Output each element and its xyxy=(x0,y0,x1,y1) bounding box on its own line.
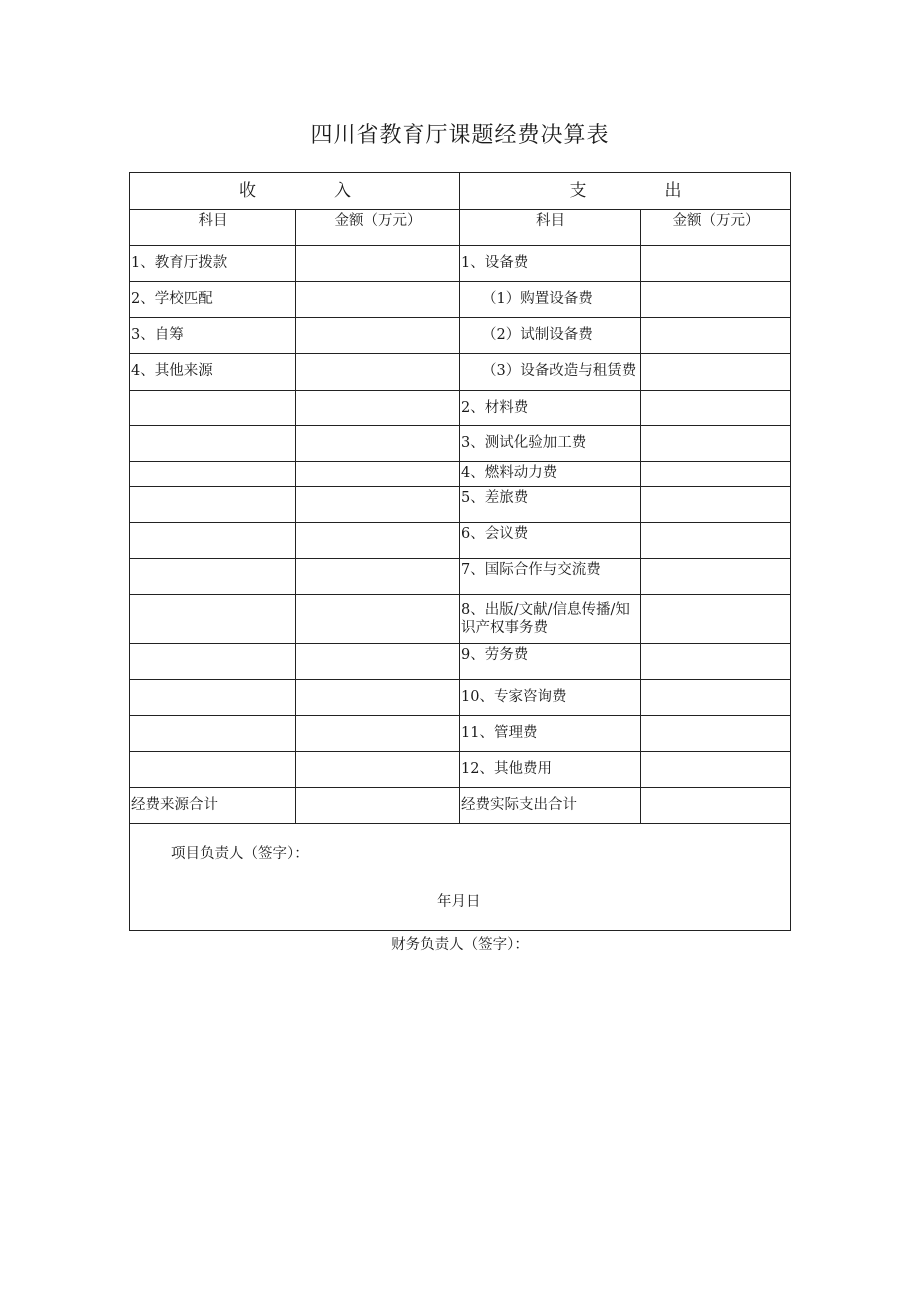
income-amount-cell[interactable] xyxy=(296,391,460,426)
income-item: 1、教育厅拨款 xyxy=(130,246,296,282)
expense-item: 9、劳务费 xyxy=(460,644,641,680)
income-item[interactable] xyxy=(130,716,296,752)
income-amount-cell[interactable] xyxy=(296,462,460,487)
income-amount-cell[interactable] xyxy=(296,716,460,752)
income-amount-cell[interactable] xyxy=(296,523,460,559)
expense-item-header: 科目 xyxy=(460,210,641,246)
income-item[interactable] xyxy=(130,426,296,462)
income-total-label: 经费来源合计 xyxy=(130,788,296,824)
income-item[interactable] xyxy=(130,644,296,680)
expense-item: 4、燃料动力费 xyxy=(460,462,641,487)
income-amount-cell[interactable] xyxy=(296,644,460,680)
signature-date-label: 年月日 xyxy=(437,894,481,910)
expense-item: 6、会议费 xyxy=(460,523,641,559)
column-header-row xyxy=(130,210,791,246)
income-item[interactable] xyxy=(130,391,296,426)
expense-amount-cell[interactable] xyxy=(641,595,791,644)
expense-amount-cell[interactable] xyxy=(641,680,791,716)
expense-amount-cell[interactable] xyxy=(641,716,791,752)
expense-item: 1、设备费 xyxy=(460,246,641,282)
expense-amount-cell[interactable] xyxy=(641,462,791,487)
income-amount-header: 金额（万元） xyxy=(296,210,460,246)
table-row xyxy=(130,246,791,282)
income-item[interactable] xyxy=(130,462,296,487)
income-item: 4、其他来源 xyxy=(130,354,296,391)
expense-header-char-1: 支 xyxy=(569,181,587,201)
income-item[interactable] xyxy=(130,680,296,716)
income-amount-cell[interactable] xyxy=(296,559,460,595)
signature-area xyxy=(130,824,791,931)
income-amount-cell[interactable] xyxy=(296,426,460,462)
expense-section-header xyxy=(460,173,791,210)
expense-amount-cell[interactable] xyxy=(641,523,791,559)
expense-amount-cell[interactable] xyxy=(641,246,791,282)
income-amount-cell[interactable] xyxy=(296,595,460,644)
income-item-header: 科目 xyxy=(130,210,296,246)
expense-item: 11、管理费 xyxy=(460,716,641,752)
table-row xyxy=(130,680,791,716)
income-item: 2、学校匹配 xyxy=(130,282,296,318)
expense-amount-cell[interactable] xyxy=(641,318,791,354)
expense-item: （3）设备改造与租赁费 xyxy=(460,354,641,391)
expense-item: 12、其他费用 xyxy=(460,752,641,788)
expense-amount-cell[interactable] xyxy=(641,282,791,318)
income-section-header xyxy=(130,173,460,210)
expense-total-label: 经费实际支出合计 xyxy=(460,788,641,824)
expense-item: 2、材料费 xyxy=(460,391,641,426)
expense-amount-cell[interactable] xyxy=(641,426,791,462)
table-row xyxy=(130,318,791,354)
table-row xyxy=(130,462,791,487)
expense-amount-cell[interactable] xyxy=(641,644,791,680)
expense-amount-cell[interactable] xyxy=(641,559,791,595)
income-amount-cell[interactable] xyxy=(296,282,460,318)
expense-item: 7、国际合作与交流费 xyxy=(460,559,641,595)
income-amount-cell[interactable] xyxy=(296,487,460,523)
income-header-char-1: 收 xyxy=(239,181,256,201)
expense-amount-cell[interactable] xyxy=(641,752,791,788)
income-total-amount[interactable] xyxy=(296,788,460,824)
expense-header-char-2: 出 xyxy=(664,181,682,201)
expense-total-amount[interactable] xyxy=(641,788,791,824)
expense-item: 8、出版/文献/信息传播/知识产权事务费 xyxy=(460,595,641,644)
income-item[interactable] xyxy=(130,523,296,559)
expense-item: 3、测试化验加工费 xyxy=(460,426,641,462)
income-amount-cell[interactable] xyxy=(296,752,460,788)
finance-signature-label: 财务负责人（签字）： xyxy=(391,937,529,953)
expense-amount-cell[interactable] xyxy=(641,354,791,391)
expense-amount-header: 金额（万元） xyxy=(641,210,791,246)
section-header-row xyxy=(130,173,791,210)
totals-row xyxy=(130,788,791,824)
table-row xyxy=(130,644,791,680)
table-row xyxy=(130,354,791,391)
expense-item: 10、专家咨询费 xyxy=(460,680,641,716)
expense-amount-cell[interactable] xyxy=(641,487,791,523)
page-title: 四川省教育厅课题经费决算表 xyxy=(310,123,610,148)
income-item[interactable] xyxy=(130,752,296,788)
table-row xyxy=(130,426,791,462)
budget-table xyxy=(129,172,791,931)
leader-signature-label: 项目负责人（签字）： xyxy=(171,846,309,862)
income-amount-cell[interactable] xyxy=(296,680,460,716)
table-row xyxy=(130,559,791,595)
expense-item: （1）购置设备费 xyxy=(460,282,641,318)
income-header-char-2: 入 xyxy=(334,181,351,201)
income-amount-cell[interactable] xyxy=(296,318,460,354)
table-row xyxy=(130,523,791,559)
table-row xyxy=(130,282,791,318)
table-row xyxy=(130,716,791,752)
expense-amount-cell[interactable] xyxy=(641,391,791,426)
income-item[interactable] xyxy=(130,487,296,523)
table-row xyxy=(130,595,791,644)
signature-row xyxy=(130,824,791,931)
income-amount-cell[interactable] xyxy=(296,354,460,391)
income-item[interactable] xyxy=(130,595,296,644)
expense-item: 5、差旅费 xyxy=(460,487,641,523)
table-row xyxy=(130,487,791,523)
income-item[interactable] xyxy=(130,559,296,595)
table-row xyxy=(130,391,791,426)
table-row xyxy=(130,752,791,788)
expense-item: （2）试制设备费 xyxy=(460,318,641,354)
income-amount-cell[interactable] xyxy=(296,246,460,282)
income-item: 3、自筹 xyxy=(130,318,296,354)
